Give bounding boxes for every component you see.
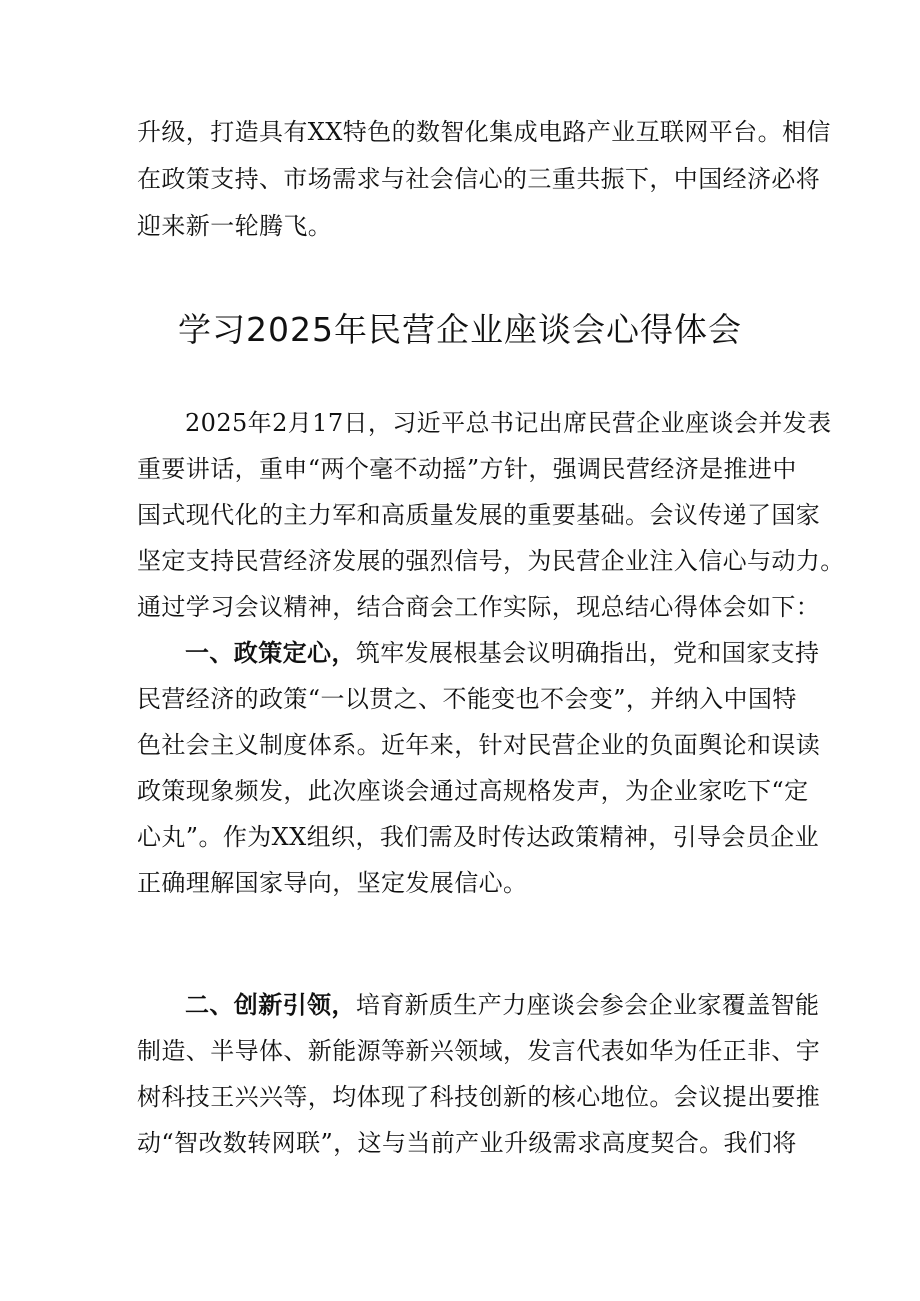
- intro-line-3: 国式现代化的主力军和高质量发展的重要基础。会议传递了国家: [137, 501, 821, 529]
- section2-lead-text: 培育新质生产力座谈会参会企业家覆盖智能: [355, 991, 820, 1019]
- intro-line-2: 重要讲话，重申“两个毫不动摇”方针，强调民营经济是推进中: [137, 455, 797, 483]
- section2-heading: 二、创新引领，: [185, 990, 356, 1019]
- section1-line-3: 色社会主义制度体系。近年来，针对民营企业的负面舆论和误读: [137, 731, 821, 759]
- section2-lead-line: [185, 989, 820, 1021]
- section1-line-5: 心丸”。作为XX组织，我们需及时传达政策精神，引导会员企业: [137, 823, 820, 851]
- carryover-line-1: 升级，打造具有XX特色的数智化集成电路产业互联网平台。相信: [137, 118, 831, 146]
- section2-line-2: 制造、半导体、新能源等新兴领域，发言代表如华为任正非、宇: [137, 1037, 821, 1065]
- section1-line-6: 正确理解国家导向，坚定发展信心。: [137, 869, 528, 897]
- section1-heading: 一、政策定心，: [185, 638, 356, 667]
- intro-line-5: 通过学习会议精神，结合商会工作实际，现总结心得体会如下：: [137, 593, 821, 621]
- section1-lead-text: 筑牢发展根基会议明确指出，党和国家支持: [355, 639, 820, 667]
- intro-line-1: 2025年2月17日，习近平总书记出席民营企业座谈会并发表: [185, 409, 832, 437]
- section1-line-4: 政策现象频发，此次座谈会通过高规格发声，为企业家吃下“定: [137, 777, 809, 805]
- section1-lead-line: [185, 637, 820, 669]
- document-title: 学习2025年民营企业座谈会心得体会: [178, 310, 742, 349]
- intro-line-4: 坚定支持民营经济发展的强烈信号，为民营企业注入信心与动力。: [137, 547, 845, 575]
- section2-line-4: 动“智改数转网联”，这与当前产业升级需求高度契合。我们将: [137, 1129, 797, 1157]
- section1-line-2: 民营经济的政策“一以贯之、不能变也不会变”，并纳入中国特: [137, 685, 797, 713]
- carryover-line-2: 在政策支持、市场需求与社会信心的三重共振下，中国经济必将: [137, 165, 821, 193]
- carryover-line-3: 迎来新一轮腾飞。: [137, 212, 333, 240]
- section2-line-3: 树科技王兴兴等，均体现了科技创新的核心地位。会议提出要推: [137, 1083, 821, 1111]
